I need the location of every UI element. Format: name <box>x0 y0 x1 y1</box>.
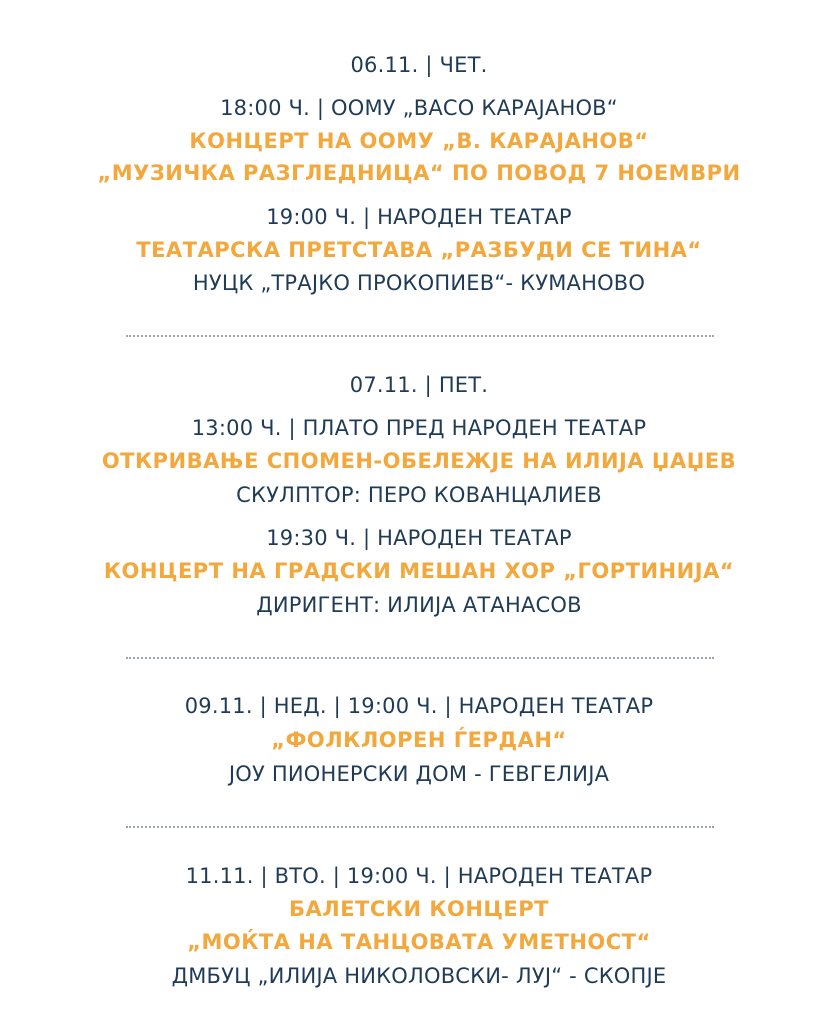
section-divider <box>126 826 714 828</box>
event-title: БАЛЕТСКИ КОНЦЕРТ <box>289 897 549 921</box>
event-time-venue: 18:00 Ч. | ООМУ „ВАСО КАРАЈАНОВ“ <box>220 96 618 120</box>
date-heading: 06.11. | ЧЕТ. <box>350 53 488 77</box>
event-title: ОТКРИВАЊЕ СПОМЕН-ОБЕЛЕЖЈЕ НА ИЛИЈА ЏАЏЕВ <box>101 449 737 473</box>
event-performer: ДМБУЦ „ИЛИЈА НИКОЛОВСКИ- ЛУЈ“ - СКОПЈЕ <box>171 964 667 988</box>
event-time-venue: 19:30 Ч. | НАРОДЕН ТЕАТАР <box>266 526 572 550</box>
event-title: КОНЦЕРТ НА ГРАДСКИ МЕШАН ХОР „ГОРТИНИЈА“ <box>103 559 735 583</box>
event-performer: ДИРИГЕНТ: ИЛИЈА АТАНАСОВ <box>256 593 582 617</box>
event-title: ТЕАТАРСКА ПРЕТСТАВА „РАЗБУДИ СЕ ТИНА“ <box>136 238 702 262</box>
event-time-venue: 19:00 Ч. | НАРОДЕН ТЕАТАР <box>266 205 572 229</box>
event-time-venue: 13:00 Ч. | ПЛАТО ПРЕД НАРОДЕН ТЕАТАР <box>191 416 647 440</box>
date-heading: 09.11. | НЕД. | 19:00 Ч. | НАРОДЕН ТЕАТАР <box>184 694 654 718</box>
date-heading: 11.11. | ВТО. | 19:00 Ч. | НАРОДЕН ТЕАТАР <box>185 864 653 888</box>
event-performer: ЈОУ ПИОНЕРСКИ ДОМ - ГЕВГЕЛИЈА <box>228 762 610 786</box>
event-title: „МУЗИЧКА РАЗГЛЕДНИЦА“ ПО ПОВОД 7 НОЕМВРИ <box>97 161 741 185</box>
event-title: КОНЦЕРТ НА ООМУ „В. КАРАЈАНОВ“ <box>189 129 649 153</box>
event-title: „МОЌТА НА ТАНЦОВАТА УМЕТНОСТ“ <box>187 930 651 954</box>
date-heading: 07.11. | ПЕТ. <box>349 373 489 397</box>
section-divider <box>126 335 714 337</box>
event-performer: НУЦК „ТРАЈКО ПРОКОПИЕВ“- КУМАНОВО <box>192 271 646 295</box>
event-performer: СКУЛПТОР: ПЕРО КОВАНЦАЛИЕВ <box>236 483 602 507</box>
event-title: „ФОЛКЛОРЕН ЃЕРДАН“ <box>271 728 567 752</box>
section-divider <box>126 657 714 659</box>
